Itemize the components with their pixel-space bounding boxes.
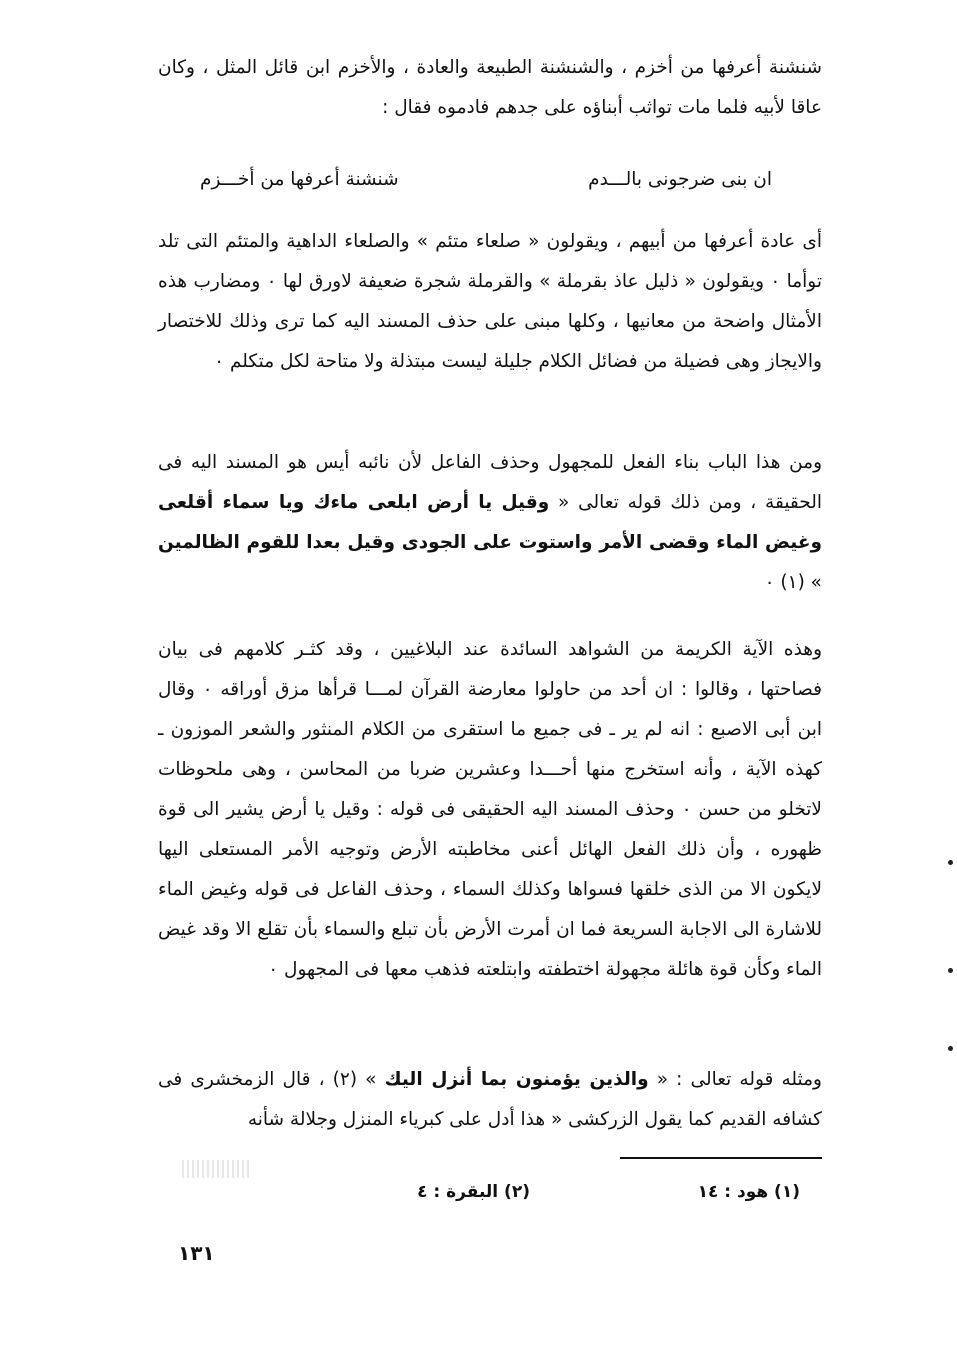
quran-verse-baqara: والذين يؤمنون بما أنزل اليك [384, 1069, 649, 1090]
footnote-1: (١) هود : ١٤ [697, 1182, 800, 1202]
paragraph-2: أى عادة أعرفها من أبيهم ، ويقولون « صلعاء متئم » والصلعاء الداهية والمتئم التى تلد توأما ٠ ويقولون « ذليل عاذ بقرملة » والقرملة شجرة ضعيفة لاورق لها ٠ ومضارب هذه الأمثال واضحة من معانيها ، وكلها مبنى على حذف المسند اليه كما ترى وذلك للاختصار والايجاز وهى فضيلة من فضائل الكلام جليلة ليست مبتذلة ولا متاحة لكل متكلم ٠ [158, 231, 823, 372]
scan-smudge [182, 1160, 252, 1178]
verse-first-hemistich: ان بنى ضرجونى بالـــدم [588, 169, 772, 190]
scan-speck [948, 860, 953, 865]
paragraph-3 [158, 443, 822, 603]
paragraph-3-outro: » (١) ٠ [764, 572, 822, 593]
scan-speck [948, 968, 953, 973]
quran-verse-hud: وقيل يا أرض ابلعى ماءك ويا سماء أقلعى وغيض الماء وقضى الأمر واستوت على الجودى وقيل بعدا للقوم الظالمين [158, 492, 822, 553]
paragraph-5-outro: » (٢) ، قال الزمخشرى فى كشافه القديم كما يقول الزركشى « هذا أدل على كبرياء المنزل وجلالة شأنه [158, 1069, 822, 1130]
page-number: ١٣١ [178, 1241, 215, 1265]
paragraph-1: شنشنة أعرفها من أخزم ، والشنشنة الطبيعة والعادة ، والأخزم ابن قائل المثل ، وكان عاقا لأبيه فلما مات تواثب أبناؤه على جدهم فادموه فقال : [158, 57, 822, 118]
paragraph-4: وهذه الآية الكريمة من الشواهد السائدة عند البلاغيين ، وقد كثـر كلامهم فى بيان فصاحتها ، وقالوا : ان أحد من حاولوا معارضة القرآن لمـــا قرأها مزق أوراقه ٠ وقال ابن أبى الاصبع : انه لم ير ـ فى جميع ما استقرى من الكلام المنثور والشعر الموزون ـ كهذه الآية ، وأنه استخرج منها أحـــدا وعشرين ضربا من المحاسن ، وهى ملحوظات لاتخلو من حسن ٠ وحذف المسند اليه الحقيقى فى قوله : وقيل يا أرض يشير الى قوة ظهوره ، وأن ذلك الفعل الهائل أعنى مخاطبته الأرض وتوجيه الأمر المستعلى اليها لايكون الا من الذى خلقها فسواها وكذلك السماء ، وحذف الفاعل فى قوله وغيض الماء للاشارة الى الاجابة السريعة فما ان أمرت الأرض بأن تبلع والسماء بأن تقلع الا وقد غيض الماء وكأن قوة هائلة مجهولة اختطفته وابتلعته فذهب معها فى المجهول ٠ [158, 639, 822, 980]
paragraph-5 [158, 1060, 822, 1140]
footnotes [320, 1172, 800, 1212]
scan-speck [948, 1046, 953, 1051]
verse-second-hemistich: شنشنة أعرفها من أخـــزم [200, 169, 399, 190]
poetry-verse [200, 158, 772, 202]
paragraph-5-intro: ومثله قوله تعالى : « [648, 1069, 822, 1090]
footnote-2: (٢) البقرة : ٤ [417, 1182, 530, 1202]
paragraph-3-intro: ومن هذا الباب بناء الفعل للمجهول وحذف الفاعل لأن نائبه أيس هو المسند اليه فى الحقيقة ، ومن ذلك قوله تعالى « [158, 452, 822, 513]
footnote-divider [620, 1157, 822, 1159]
